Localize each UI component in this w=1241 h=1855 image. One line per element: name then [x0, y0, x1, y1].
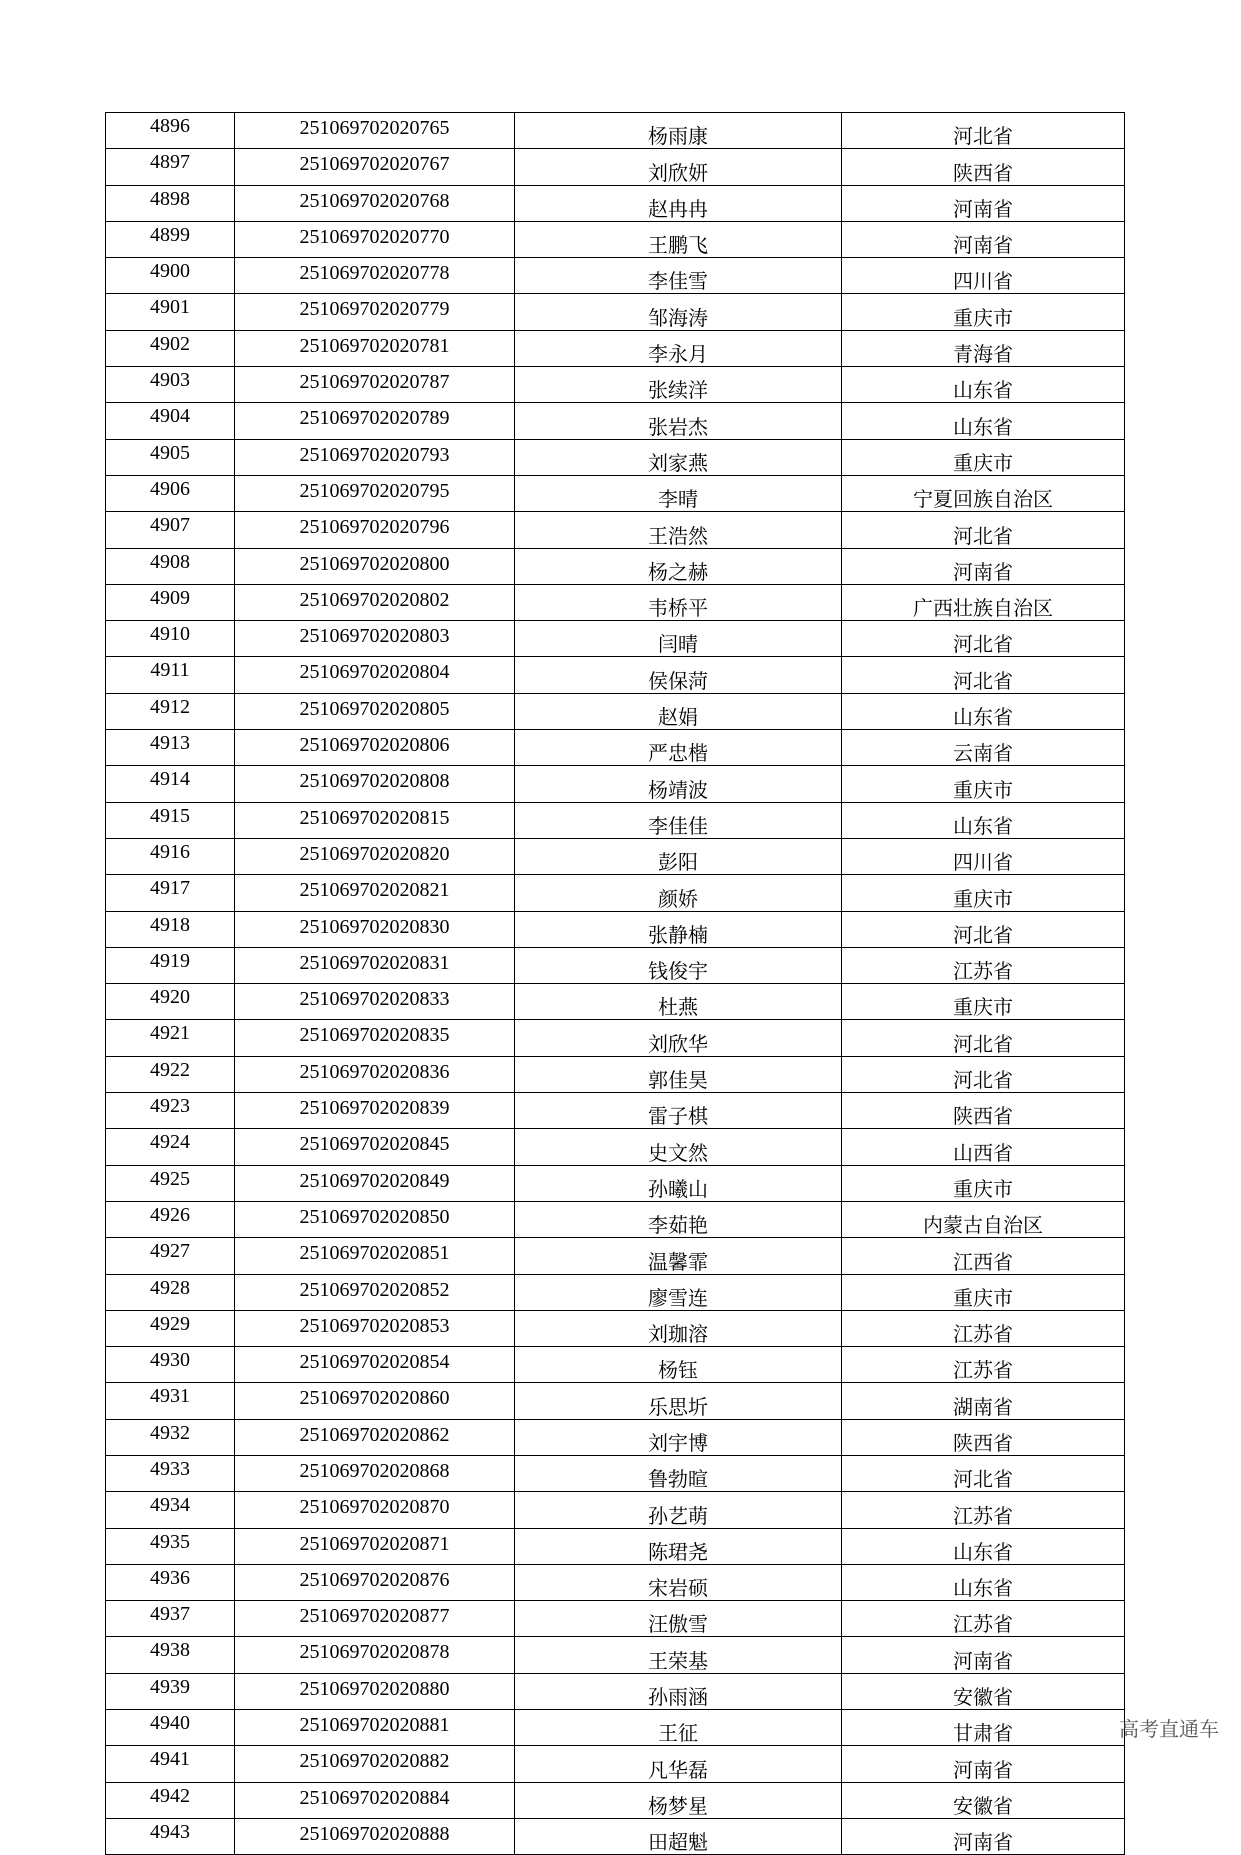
table-row [106, 113, 1125, 149]
sequence-number-cell: 4905 [106, 439, 235, 475]
exam-number-cell: 251069702020831 [235, 947, 515, 983]
student-name-cell: 陈珺尧 [515, 1528, 842, 1564]
exam-number-cell: 251069702020849 [235, 1165, 515, 1201]
province-cell: 河南省 [842, 185, 1125, 221]
exam-number-cell: 251069702020787 [235, 367, 515, 403]
student-name-cell: 王征 [515, 1710, 842, 1746]
table-row [106, 1492, 1125, 1528]
province-cell: 山东省 [842, 802, 1125, 838]
province-cell: 重庆市 [842, 875, 1125, 911]
student-name-cell: 李佳雪 [515, 258, 842, 294]
province-cell: 宁夏回族自治区 [842, 475, 1125, 511]
student-name-cell: 杨钰 [515, 1347, 842, 1383]
sequence-number-cell: 4932 [106, 1419, 235, 1455]
student-name-cell: 张续洋 [515, 367, 842, 403]
table-row [106, 258, 1125, 294]
table-row [106, 1419, 1125, 1455]
sequence-number-cell: 4899 [106, 221, 235, 257]
student-name-cell: 田超魁 [515, 1818, 842, 1854]
exam-number-cell: 251069702020806 [235, 730, 515, 766]
table-row [106, 584, 1125, 620]
student-name-cell: 韦桥平 [515, 584, 842, 620]
province-cell: 重庆市 [842, 439, 1125, 475]
table-row [106, 1564, 1125, 1600]
province-cell: 安徽省 [842, 1782, 1125, 1818]
exam-number-cell: 251069702020871 [235, 1528, 515, 1564]
table-row [106, 1782, 1125, 1818]
sequence-number-cell: 4942 [106, 1782, 235, 1818]
sequence-number-cell: 4903 [106, 367, 235, 403]
exam-number-cell: 251069702020821 [235, 875, 515, 911]
exam-number-cell: 251069702020884 [235, 1782, 515, 1818]
table-row [106, 548, 1125, 584]
table-row [106, 1093, 1125, 1129]
province-cell: 山东省 [842, 1528, 1125, 1564]
exam-number-cell: 251069702020878 [235, 1637, 515, 1673]
student-name-cell: 王浩然 [515, 512, 842, 548]
sequence-number-cell: 4902 [106, 330, 235, 366]
student-name-cell: 杨靖波 [515, 766, 842, 802]
province-cell: 陕西省 [842, 149, 1125, 185]
exam-number-cell: 251069702020850 [235, 1201, 515, 1237]
table-row [106, 1818, 1125, 1854]
exam-number-cell: 251069702020803 [235, 621, 515, 657]
student-name-cell: 刘欣华 [515, 1020, 842, 1056]
table-row [106, 330, 1125, 366]
sequence-number-cell: 4909 [106, 584, 235, 620]
exam-number-cell: 251069702020793 [235, 439, 515, 475]
table-row [106, 367, 1125, 403]
province-cell: 河北省 [842, 911, 1125, 947]
province-cell: 山东省 [842, 693, 1125, 729]
table-row [106, 1129, 1125, 1165]
province-cell: 重庆市 [842, 1274, 1125, 1310]
sequence-number-cell: 4937 [106, 1601, 235, 1637]
table-row [106, 984, 1125, 1020]
sequence-number-cell: 4936 [106, 1564, 235, 1600]
exam-number-cell: 251069702020881 [235, 1710, 515, 1746]
table-row [106, 693, 1125, 729]
sequence-number-cell: 4914 [106, 766, 235, 802]
exam-number-cell: 251069702020815 [235, 802, 515, 838]
table-row [106, 1601, 1125, 1637]
province-cell: 河南省 [842, 1637, 1125, 1673]
exam-number-cell: 251069702020802 [235, 584, 515, 620]
student-name-cell: 李佳佳 [515, 802, 842, 838]
table-row [106, 1710, 1125, 1746]
sequence-number-cell: 4922 [106, 1056, 235, 1092]
roster-table [105, 112, 1125, 1855]
exam-number-cell: 251069702020830 [235, 911, 515, 947]
exam-number-cell: 251069702020804 [235, 657, 515, 693]
sequence-number-cell: 4939 [106, 1673, 235, 1709]
sequence-number-cell: 4917 [106, 875, 235, 911]
sequence-number-cell: 4929 [106, 1310, 235, 1346]
student-name-cell: 侯保菏 [515, 657, 842, 693]
exam-number-cell: 251069702020877 [235, 1601, 515, 1637]
table-row [106, 802, 1125, 838]
sequence-number-cell: 4921 [106, 1020, 235, 1056]
student-name-cell: 郭佳昊 [515, 1056, 842, 1092]
province-cell: 重庆市 [842, 984, 1125, 1020]
exam-number-cell: 251069702020862 [235, 1419, 515, 1455]
sequence-number-cell: 4943 [106, 1818, 235, 1854]
student-name-cell: 颜娇 [515, 875, 842, 911]
student-name-cell: 严忠楷 [515, 730, 842, 766]
exam-number-cell: 251069702020768 [235, 185, 515, 221]
student-name-cell: 邹海涛 [515, 294, 842, 330]
table-row [106, 149, 1125, 185]
exam-number-cell: 251069702020833 [235, 984, 515, 1020]
province-cell: 河北省 [842, 1020, 1125, 1056]
student-name-cell: 闫晴 [515, 621, 842, 657]
table-row [106, 403, 1125, 439]
student-name-cell: 雷子棋 [515, 1093, 842, 1129]
student-name-cell: 孙曦山 [515, 1165, 842, 1201]
table-row [106, 911, 1125, 947]
table-row [106, 1020, 1125, 1056]
student-name-cell: 张静楠 [515, 911, 842, 947]
table-row [106, 1528, 1125, 1564]
student-name-cell: 彭阳 [515, 838, 842, 874]
exam-number-cell: 251069702020860 [235, 1383, 515, 1419]
student-name-cell: 刘欣妍 [515, 149, 842, 185]
province-cell: 重庆市 [842, 294, 1125, 330]
table-row [106, 221, 1125, 257]
table-row [106, 1746, 1125, 1782]
student-name-cell: 廖雪连 [515, 1274, 842, 1310]
table-row [106, 1455, 1125, 1491]
sequence-number-cell: 4919 [106, 947, 235, 983]
exam-number-cell: 251069702020800 [235, 548, 515, 584]
exam-number-cell: 251069702020770 [235, 221, 515, 257]
province-cell: 江苏省 [842, 1347, 1125, 1383]
watermark-text: 高考直通车 [1119, 1717, 1219, 1741]
exam-number-cell: 251069702020781 [235, 330, 515, 366]
sequence-number-cell: 4916 [106, 838, 235, 874]
sequence-number-cell: 4907 [106, 512, 235, 548]
student-name-cell: 刘家燕 [515, 439, 842, 475]
province-cell: 四川省 [842, 258, 1125, 294]
sequence-number-cell: 4901 [106, 294, 235, 330]
sequence-number-cell: 4940 [106, 1710, 235, 1746]
table-row [106, 838, 1125, 874]
province-cell: 山东省 [842, 403, 1125, 439]
student-name-cell: 杜燕 [515, 984, 842, 1020]
province-cell: 云南省 [842, 730, 1125, 766]
sequence-number-cell: 4910 [106, 621, 235, 657]
exam-number-cell: 251069702020845 [235, 1129, 515, 1165]
exam-number-cell: 251069702020876 [235, 1564, 515, 1600]
table-row [106, 1637, 1125, 1673]
sequence-number-cell: 4915 [106, 802, 235, 838]
exam-number-cell: 251069702020839 [235, 1093, 515, 1129]
exam-number-cell: 251069702020888 [235, 1818, 515, 1854]
exam-number-cell: 251069702020808 [235, 766, 515, 802]
sequence-number-cell: 4928 [106, 1274, 235, 1310]
table-row [106, 512, 1125, 548]
exam-number-cell: 251069702020779 [235, 294, 515, 330]
exam-number-cell: 251069702020795 [235, 475, 515, 511]
exam-number-cell: 251069702020778 [235, 258, 515, 294]
sequence-number-cell: 4925 [106, 1165, 235, 1201]
exam-number-cell: 251069702020767 [235, 149, 515, 185]
table-row [106, 1383, 1125, 1419]
province-cell: 江西省 [842, 1238, 1125, 1274]
province-cell: 陕西省 [842, 1093, 1125, 1129]
province-cell: 河北省 [842, 1056, 1125, 1092]
sequence-number-cell: 4930 [106, 1347, 235, 1383]
province-cell: 河北省 [842, 1455, 1125, 1491]
province-cell: 广西壮族自治区 [842, 584, 1125, 620]
table-row [106, 1274, 1125, 1310]
table-row [106, 439, 1125, 475]
sequence-number-cell: 4920 [106, 984, 235, 1020]
province-cell: 江苏省 [842, 1310, 1125, 1346]
sequence-number-cell: 4908 [106, 548, 235, 584]
table-row [106, 1673, 1125, 1709]
table-row [106, 766, 1125, 802]
table-row [106, 1238, 1125, 1274]
sequence-number-cell: 4904 [106, 403, 235, 439]
table-row [106, 1165, 1125, 1201]
table-row [106, 947, 1125, 983]
province-cell: 山东省 [842, 1564, 1125, 1600]
sequence-number-cell: 4924 [106, 1129, 235, 1165]
student-name-cell: 孙雨涵 [515, 1673, 842, 1709]
table-row [106, 621, 1125, 657]
sequence-number-cell: 4934 [106, 1492, 235, 1528]
student-name-cell: 鲁勃暄 [515, 1455, 842, 1491]
exam-number-cell: 251069702020851 [235, 1238, 515, 1274]
sequence-number-cell: 4931 [106, 1383, 235, 1419]
sequence-number-cell: 4900 [106, 258, 235, 294]
exam-number-cell: 251069702020805 [235, 693, 515, 729]
student-name-cell: 杨雨康 [515, 113, 842, 149]
sequence-number-cell: 4896 [106, 113, 235, 149]
exam-number-cell: 251069702020796 [235, 512, 515, 548]
province-cell: 四川省 [842, 838, 1125, 874]
sequence-number-cell: 4927 [106, 1238, 235, 1274]
table-row [106, 1310, 1125, 1346]
exam-number-cell: 251069702020854 [235, 1347, 515, 1383]
table-row [106, 1347, 1125, 1383]
student-name-cell: 杨梦星 [515, 1782, 842, 1818]
student-name-cell: 杨之赫 [515, 548, 842, 584]
exam-number-cell: 251069702020820 [235, 838, 515, 874]
exam-number-cell: 251069702020836 [235, 1056, 515, 1092]
student-name-cell: 赵娟 [515, 693, 842, 729]
exam-number-cell: 251069702020765 [235, 113, 515, 149]
student-name-cell: 李晴 [515, 475, 842, 511]
sequence-number-cell: 4923 [106, 1093, 235, 1129]
roster-table-body [106, 113, 1125, 1855]
province-cell: 江苏省 [842, 1492, 1125, 1528]
exam-number-cell: 251069702020789 [235, 403, 515, 439]
sequence-number-cell: 4906 [106, 475, 235, 511]
student-name-cell: 宋岩硕 [515, 1564, 842, 1600]
exam-number-cell: 251069702020868 [235, 1455, 515, 1491]
exam-number-cell: 251069702020882 [235, 1746, 515, 1782]
exam-number-cell: 251069702020835 [235, 1020, 515, 1056]
student-name-cell: 刘宇博 [515, 1419, 842, 1455]
student-name-cell: 王鹏飞 [515, 221, 842, 257]
table-row [106, 185, 1125, 221]
province-cell: 安徽省 [842, 1673, 1125, 1709]
sequence-number-cell: 4926 [106, 1201, 235, 1237]
sequence-number-cell: 4933 [106, 1455, 235, 1491]
province-cell: 重庆市 [842, 766, 1125, 802]
table-row [106, 1201, 1125, 1237]
province-cell: 河南省 [842, 548, 1125, 584]
province-cell: 河北省 [842, 512, 1125, 548]
table-row [106, 1056, 1125, 1092]
province-cell: 河南省 [842, 1746, 1125, 1782]
province-cell: 内蒙古自治区 [842, 1201, 1125, 1237]
student-name-cell: 史文然 [515, 1129, 842, 1165]
province-cell: 青海省 [842, 330, 1125, 366]
province-cell: 甘肃省 [842, 1710, 1125, 1746]
province-cell: 河北省 [842, 621, 1125, 657]
student-name-cell: 孙艺萌 [515, 1492, 842, 1528]
sequence-number-cell: 4918 [106, 911, 235, 947]
sequence-number-cell: 4913 [106, 730, 235, 766]
province-cell: 江苏省 [842, 1601, 1125, 1637]
student-name-cell: 李茹艳 [515, 1201, 842, 1237]
student-name-cell: 汪傲雪 [515, 1601, 842, 1637]
exam-number-cell: 251069702020852 [235, 1274, 515, 1310]
province-cell: 山西省 [842, 1129, 1125, 1165]
student-name-cell: 张岩杰 [515, 403, 842, 439]
province-cell: 陕西省 [842, 1419, 1125, 1455]
exam-number-cell: 251069702020880 [235, 1673, 515, 1709]
student-name-cell: 凡华磊 [515, 1746, 842, 1782]
student-name-cell: 赵冉冉 [515, 185, 842, 221]
student-name-cell: 王荣基 [515, 1637, 842, 1673]
sequence-number-cell: 4912 [106, 693, 235, 729]
sequence-number-cell: 4935 [106, 1528, 235, 1564]
sequence-number-cell: 4911 [106, 657, 235, 693]
province-cell: 河南省 [842, 1818, 1125, 1854]
province-cell: 河北省 [842, 113, 1125, 149]
table-row [106, 294, 1125, 330]
province-cell: 江苏省 [842, 947, 1125, 983]
student-name-cell: 钱俊宇 [515, 947, 842, 983]
sequence-number-cell: 4938 [106, 1637, 235, 1673]
student-name-cell: 李永月 [515, 330, 842, 366]
exam-number-cell: 251069702020870 [235, 1492, 515, 1528]
province-cell: 湖南省 [842, 1383, 1125, 1419]
province-cell: 河南省 [842, 221, 1125, 257]
student-name-cell: 刘珈溶 [515, 1310, 842, 1346]
province-cell: 河北省 [842, 657, 1125, 693]
student-name-cell: 温馨霏 [515, 1238, 842, 1274]
exam-number-cell: 251069702020853 [235, 1310, 515, 1346]
student-name-cell: 乐思圻 [515, 1383, 842, 1419]
table-row [106, 657, 1125, 693]
sequence-number-cell: 4941 [106, 1746, 235, 1782]
sequence-number-cell: 4898 [106, 185, 235, 221]
province-cell: 重庆市 [842, 1165, 1125, 1201]
sequence-number-cell: 4897 [106, 149, 235, 185]
table-row [106, 730, 1125, 766]
province-cell: 山东省 [842, 367, 1125, 403]
table-row [106, 475, 1125, 511]
table-row [106, 875, 1125, 911]
